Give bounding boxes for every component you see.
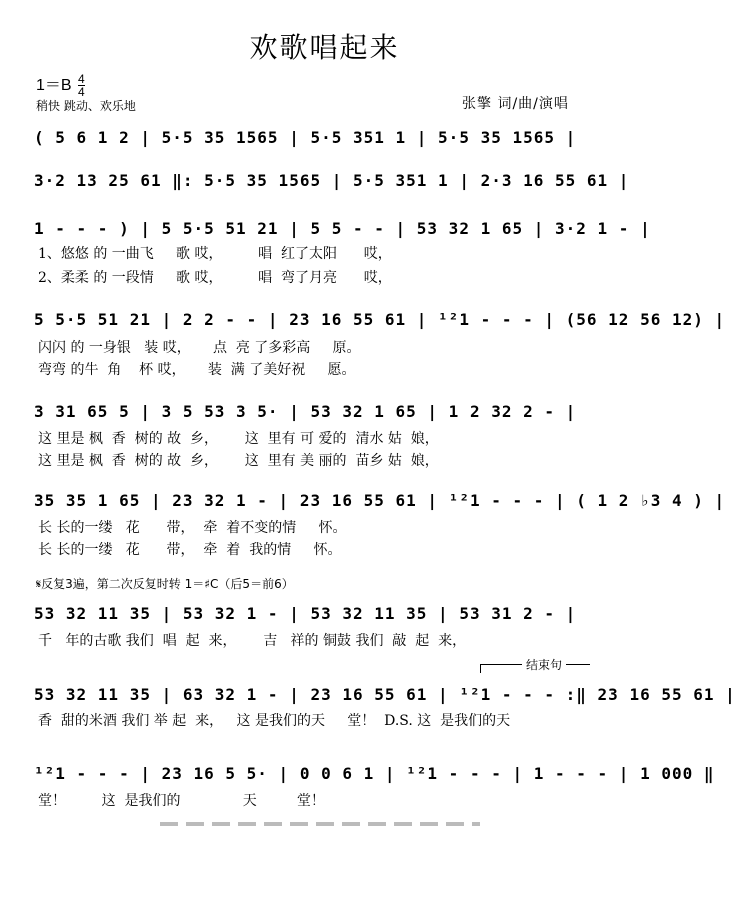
lyric-line: 弯弯 的牛 角 杯 哎， 装 满 了美好祝 愿。 bbox=[38, 362, 356, 378]
key-label: 1＝B bbox=[36, 77, 72, 94]
score-row-1: ( 5 6 1 2 | 5·5 35 1565 | 5·5 351 1 | 5·5 35 1565 | bbox=[34, 128, 577, 147]
lyric-line: 香 甜的米酒 我们 举 起 来， 这 是我们的天 堂！ D.S. 这 是我们的天 bbox=[38, 713, 511, 729]
score-row-6: 35 35 1 65 | 23 32 1 - | 23 16 55 61 | ¹²1 - - - | ( 1 2 ♭3 4 ) | bbox=[34, 491, 726, 510]
author-credit: 张擎 词/曲/演唱 bbox=[462, 96, 569, 112]
tempo-marking: 稍快 跳动、欢乐地 bbox=[36, 99, 136, 113]
song-title: 欢歌唱起来 bbox=[249, 31, 400, 64]
lyric-line: 这 里是 枫 香 树的 故 乡， 这 里有 可 爱的 清水 姑 娘， bbox=[38, 431, 439, 447]
repeat-note: 𝄋反复3遍，第二次反复时转 1＝♯C（后5＝前6） bbox=[36, 577, 294, 591]
time-signature bbox=[78, 73, 85, 98]
lyric-line: 2、柔柔 的 一段情 歌 哎， 唱 弯了月亮 哎， bbox=[38, 270, 392, 286]
lyric-line: 长 长的一缕 花 带， 牵 着不变的情 怀。 bbox=[38, 520, 347, 536]
ending-label: 结束句 bbox=[522, 656, 566, 673]
score-row-2: 3·2 13 25 61 ‖: 5·5 35 1565 | 5·5 351 1 | 2·3 16 55 61 | bbox=[34, 171, 630, 190]
lyric-line: 长 长的一缕 花 带， 牵 着 我的情 怀。 bbox=[38, 542, 342, 558]
time-numerator: 4 bbox=[78, 72, 85, 87]
time-denominator: 4 bbox=[78, 85, 85, 100]
score-row-3: 1 - - - ) | 5 5·5 51 21 | 5 5 - - | 53 32 1 65 | 3·2 1 - | bbox=[34, 219, 651, 238]
lyric-line: 堂！ 这 是我们的 天 堂！ bbox=[38, 793, 325, 809]
lyric-line: 千 年的古歌 我们 唱 起 来， 吉 祥的 铜鼓 我们 敲 起 来， bbox=[38, 633, 467, 649]
score-row-9: ¹²1 - - - | 23 16 5 5· | 0 0 6 1 | ¹²1 - - - | 1 - - - | 1 000 ‖ bbox=[34, 764, 715, 783]
score-row-7: 53 32 11 35 | 53 32 1 - | 53 32 11 35 | 53 31 2 - | bbox=[34, 604, 577, 623]
lyric-line: 闪闪 的 一身银 装 哎， 点 亮 了多彩高 原。 bbox=[38, 340, 361, 356]
key-signature bbox=[36, 72, 85, 98]
lyric-line: 这 里是 枫 香 树的 故 乡， 这 里有 美 丽的 苗乡 姑 娘， bbox=[38, 453, 439, 469]
lyric-line: 1、悠悠 的 一曲飞 歌 哎， 唱 红了太阳 哎， bbox=[38, 246, 392, 262]
score-row-4: 5 5·5 51 21 | 2 2 - - | 23 16 55 61 | ¹²1 - - - | (56 12 56 12) | bbox=[34, 310, 726, 329]
ending-bracket bbox=[480, 658, 590, 672]
score-row-5: 3 31 65 5 | 3 5 53 3 5· | 53 32 1 65 | 1 2 32 2 - | bbox=[34, 402, 577, 421]
score-row-8: 53 32 11 35 | 63 32 1 - | 23 16 55 61 | ¹²1 - - - :‖ 23 16 55 61 | bbox=[34, 685, 736, 704]
faded-footer-watermark bbox=[160, 822, 480, 826]
